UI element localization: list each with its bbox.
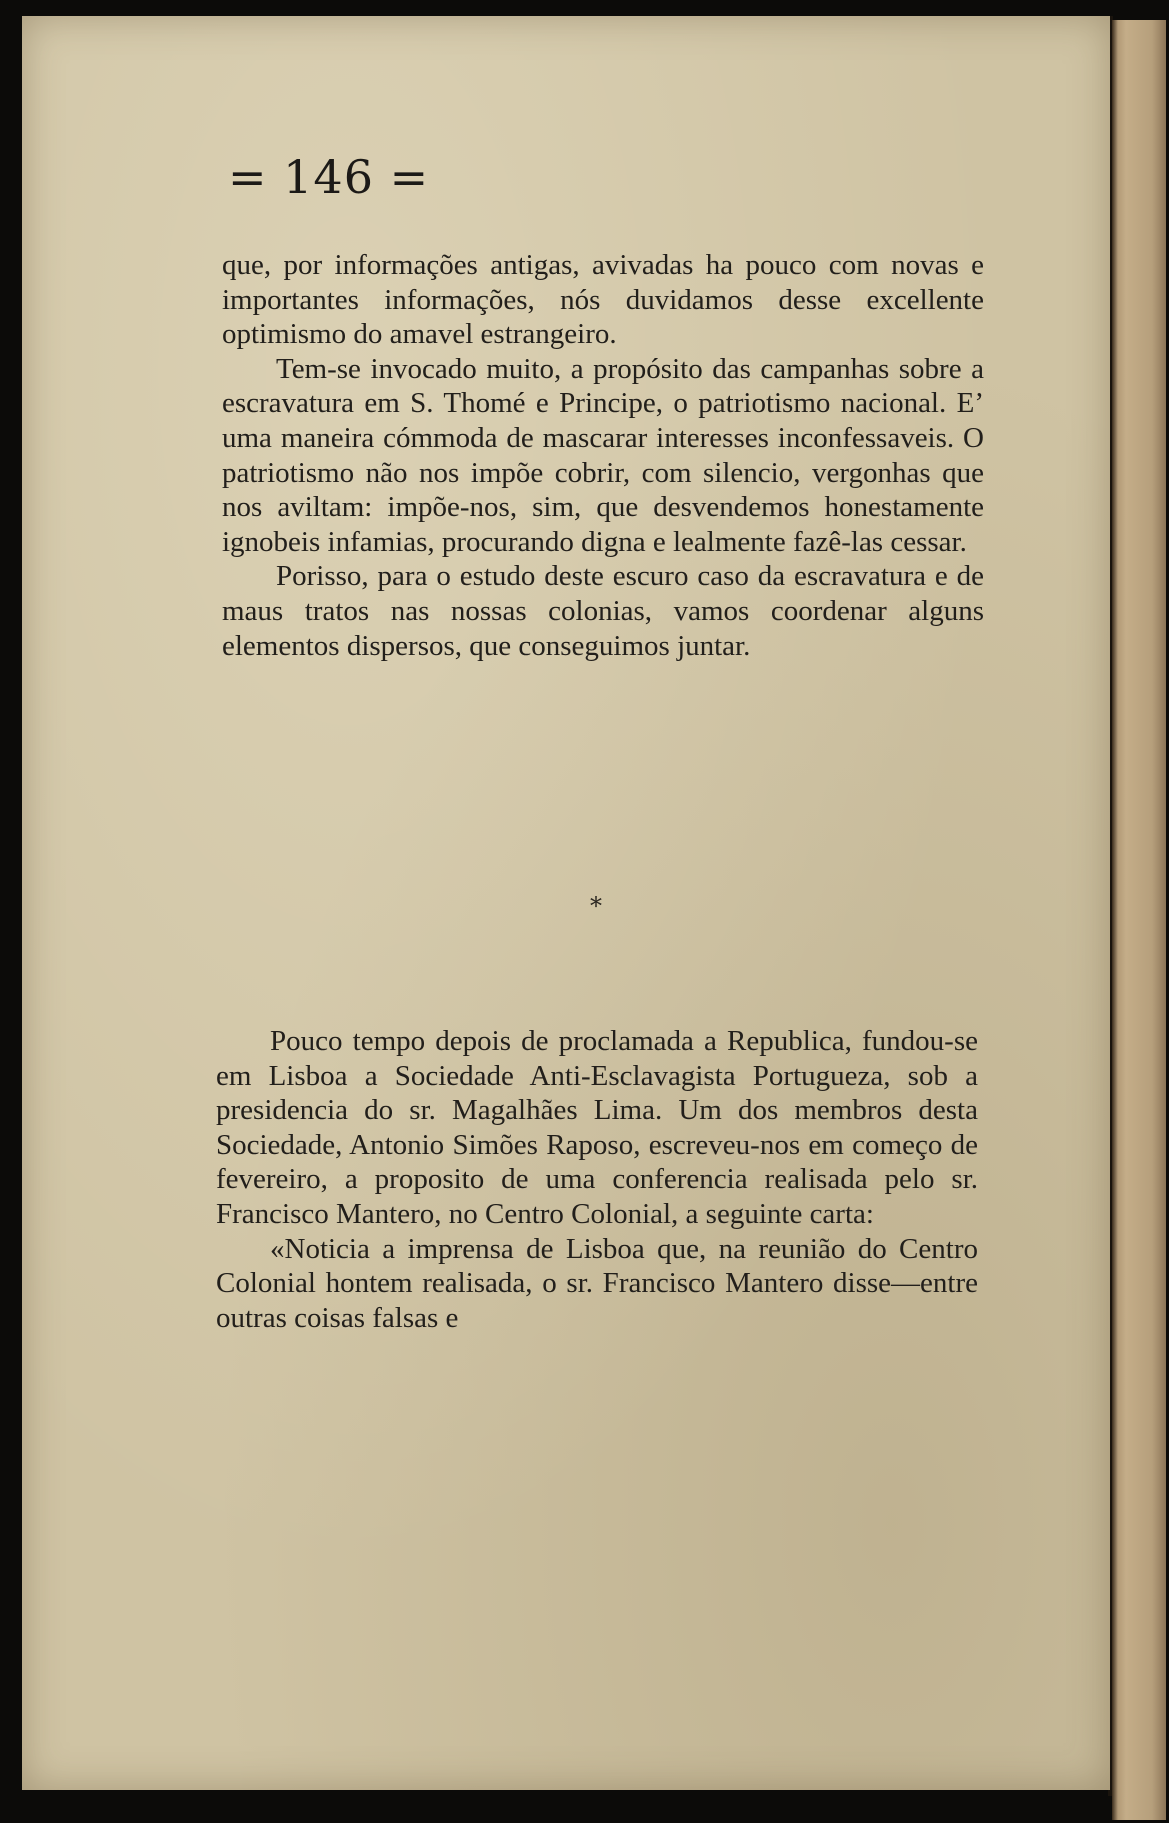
top-text-block — [222, 248, 984, 663]
paragraph-letter-quote: «Noticia a imprensa de Lisboa que, na reunião do Centro Colonial hontem realisada, o sr. Francisco Mantero disse—entre outras coisas falsas e — [216, 1232, 978, 1334]
paragraph-society: Pouco tempo depois de proclamada a Republica, fundou-se em Lisboa a Sociedade Anti-Esclavagista Portugueza, sob a presidencia do sr. Magalhães Lima. Um dos membros desta Sociedade, Antonio Simões Raposo, escreveu-nos em começo de fevereiro, a proposito de uma conferencia realisada pelo sr. Francisco Mantero, no Centro Colonial, a seguinte carta: — [216, 1025, 978, 1230]
bottom-text-block — [216, 1024, 978, 1335]
paragraph-patriotism: Tem-se invocado muito, a propósito das campanhas sobre a escravatura em S. Thomé e Principe, o patriotismo nacional. E’ uma maneira cómmoda de mascarar interesses inconfessaveis. O patriotismo não nos impõe cobrir, com silencio, vergonhas que nos aviltam: impõe-nos, sim, que desvendemos honestamente ignobeis infamias, procurando digna e lealmente fazê-las cessar. — [222, 352, 984, 558]
paragraph-study: Porisso, para o estudo deste escuro caso da escravatura e de maus tratos nas nossas colonias, vamos coordenar alguns elementos dispersos, que conseguimos juntar. — [222, 560, 984, 662]
paragraph-continuation: que, por informações antigas, avivadas ha pouco com novas e importantes informações, nós duvidamos desse excellente optimismo do amavel estrangeiro. — [222, 249, 984, 351]
page-number: = 146 = — [228, 150, 430, 204]
section-separator-asterisk: * — [590, 892, 602, 920]
next-page-edge — [1112, 20, 1166, 1820]
